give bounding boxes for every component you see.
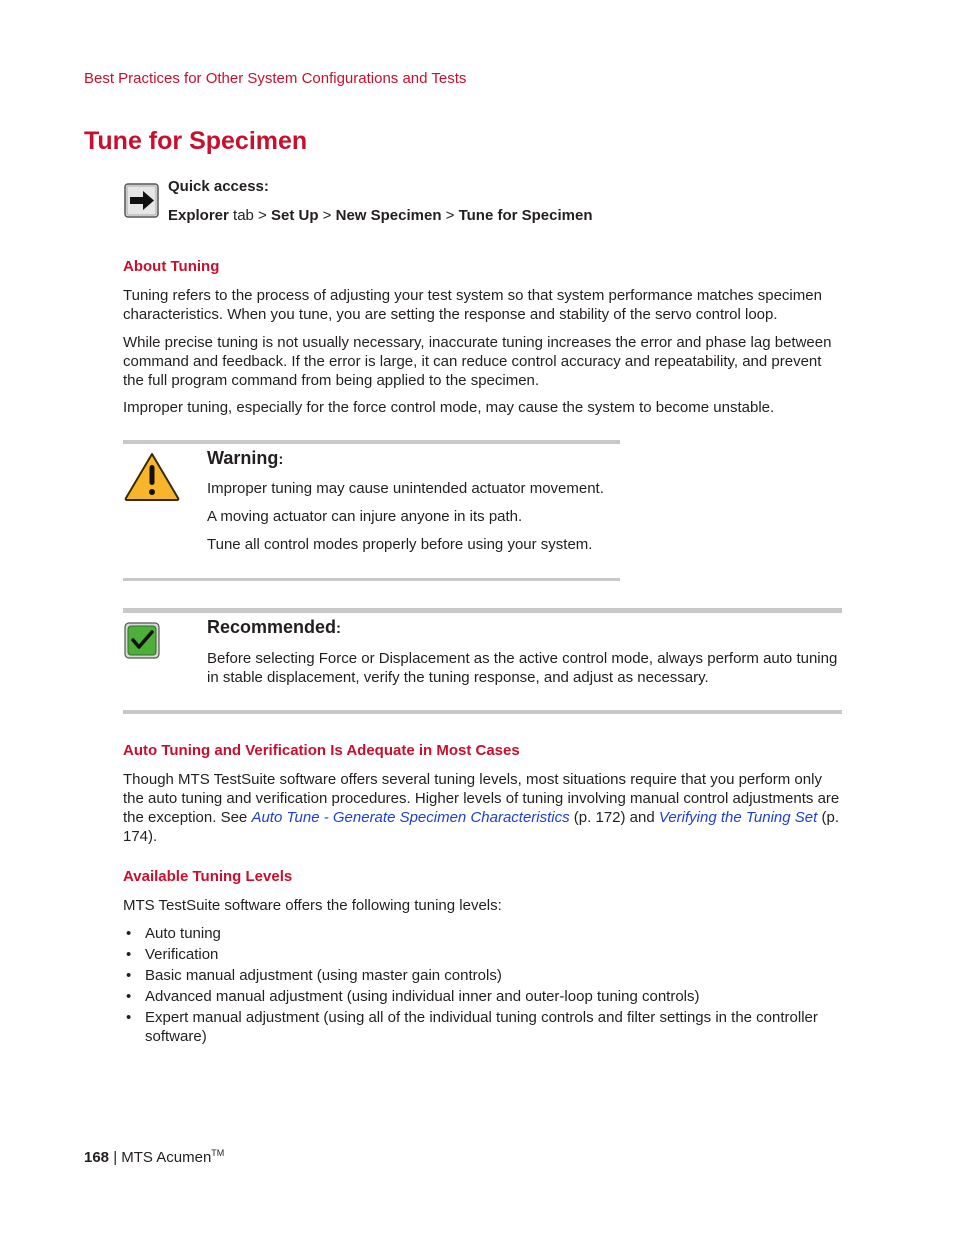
running-head: Best Practices for Other System Configurations and Tests — [84, 70, 467, 87]
link-verifying-tuning-set[interactable]: Verifying the Tuning Set — [658, 809, 818, 826]
breadcrumb-item: Set Up — [270, 207, 319, 224]
list-item: • Verification — [123, 945, 845, 964]
recommended-title: Recommended: — [207, 617, 342, 637]
breadcrumb-item: New Specimen — [335, 207, 442, 224]
about-paragraph-3: Improper tuning, especially for the force control mode, may cause the system to become unstable. — [123, 399, 775, 416]
product-name: MTS Acumen — [121, 1149, 212, 1166]
auto-tuning-paragraph: Though MTS TestSuite software offers several tuning levels, most situations require that you perform only the auto tuning and verification procedures. Higher levels of tuning involving manual control adjustments are the exception. See Auto Tune - Generate Specimen Characteristics (p. 172) and Verifying the Tuning Set (p. 174). — [123, 771, 840, 845]
warning-title: Warning: — [207, 448, 284, 468]
list-item: • Advanced manual adjustment (using individual inner and outer-loop tuning controls) — [123, 987, 845, 1006]
page-footer: 168 | MTS Acumen™ — [84, 1148, 225, 1166]
warning-line-1: Improper tuning may cause unintended actuator movement. — [207, 480, 604, 497]
breadcrumb-item: Explorer — [168, 207, 229, 224]
list-item: • Auto tuning — [123, 924, 845, 943]
warning-icon — [123, 451, 181, 503]
checkmark-icon — [124, 622, 160, 659]
recommended-top-rule — [123, 608, 842, 613]
page-title: Tune for Specimen — [84, 127, 308, 155]
warning-bottom-rule — [123, 578, 620, 581]
tuning-levels-list — [123, 924, 845, 1048]
about-paragraph-2: While precise tuning is not usually necessary, inaccurate tuning increases the error and phase lag between command and feedback. If the error is large, it can reduce control accuracy and repeatability, and prevent the full program command from being applied to the specimen. — [123, 334, 832, 389]
about-tuning-heading: About Tuning — [123, 258, 220, 275]
recommended-body: Before selecting Force or Displacement as the active control mode, always perform auto tuning in stable displacement, verify the tuning response, and adjust as necessary. — [207, 650, 838, 686]
breadcrumb-item: Tune for Specimen — [458, 207, 593, 224]
breadcrumb-separator: > — [441, 207, 459, 224]
about-paragraph-1: Tuning refers to the process of adjusting your test system so that system performance matches specimen characteristics. When you tune, you are setting the response and stability of the servo control loop. — [123, 287, 822, 323]
quick-access-label: Quick access: — [168, 178, 269, 195]
page-number: 168 — [84, 1149, 110, 1166]
list-item: • Expert manual adjustment (using all of the individual tuning controls and filter settings in the controller software) — [123, 1008, 845, 1046]
breadcrumb-separator: > — [318, 207, 336, 224]
arrow-right-icon — [124, 183, 159, 218]
auto-tuning-heading: Auto Tuning and Verification Is Adequate in Most Cases — [123, 742, 520, 759]
recommended-bottom-rule — [123, 710, 842, 714]
quick-access-path — [168, 207, 593, 224]
list-item: • Basic manual adjustment (using master gain controls) — [123, 966, 845, 985]
warning-top-rule — [123, 440, 620, 444]
warning-line-3: Tune all control modes properly before using your system. — [207, 536, 593, 553]
link-auto-tune[interactable]: Auto Tune - Generate Specimen Characteristics — [251, 809, 570, 826]
tuning-levels-intro: MTS TestSuite software offers the following tuning levels: — [123, 897, 502, 914]
breadcrumb-separator: tab > — [228, 207, 271, 224]
tuning-levels-heading: Available Tuning Levels — [123, 868, 293, 885]
warning-line-2: A moving actuator can injure anyone in its path. — [207, 508, 523, 525]
